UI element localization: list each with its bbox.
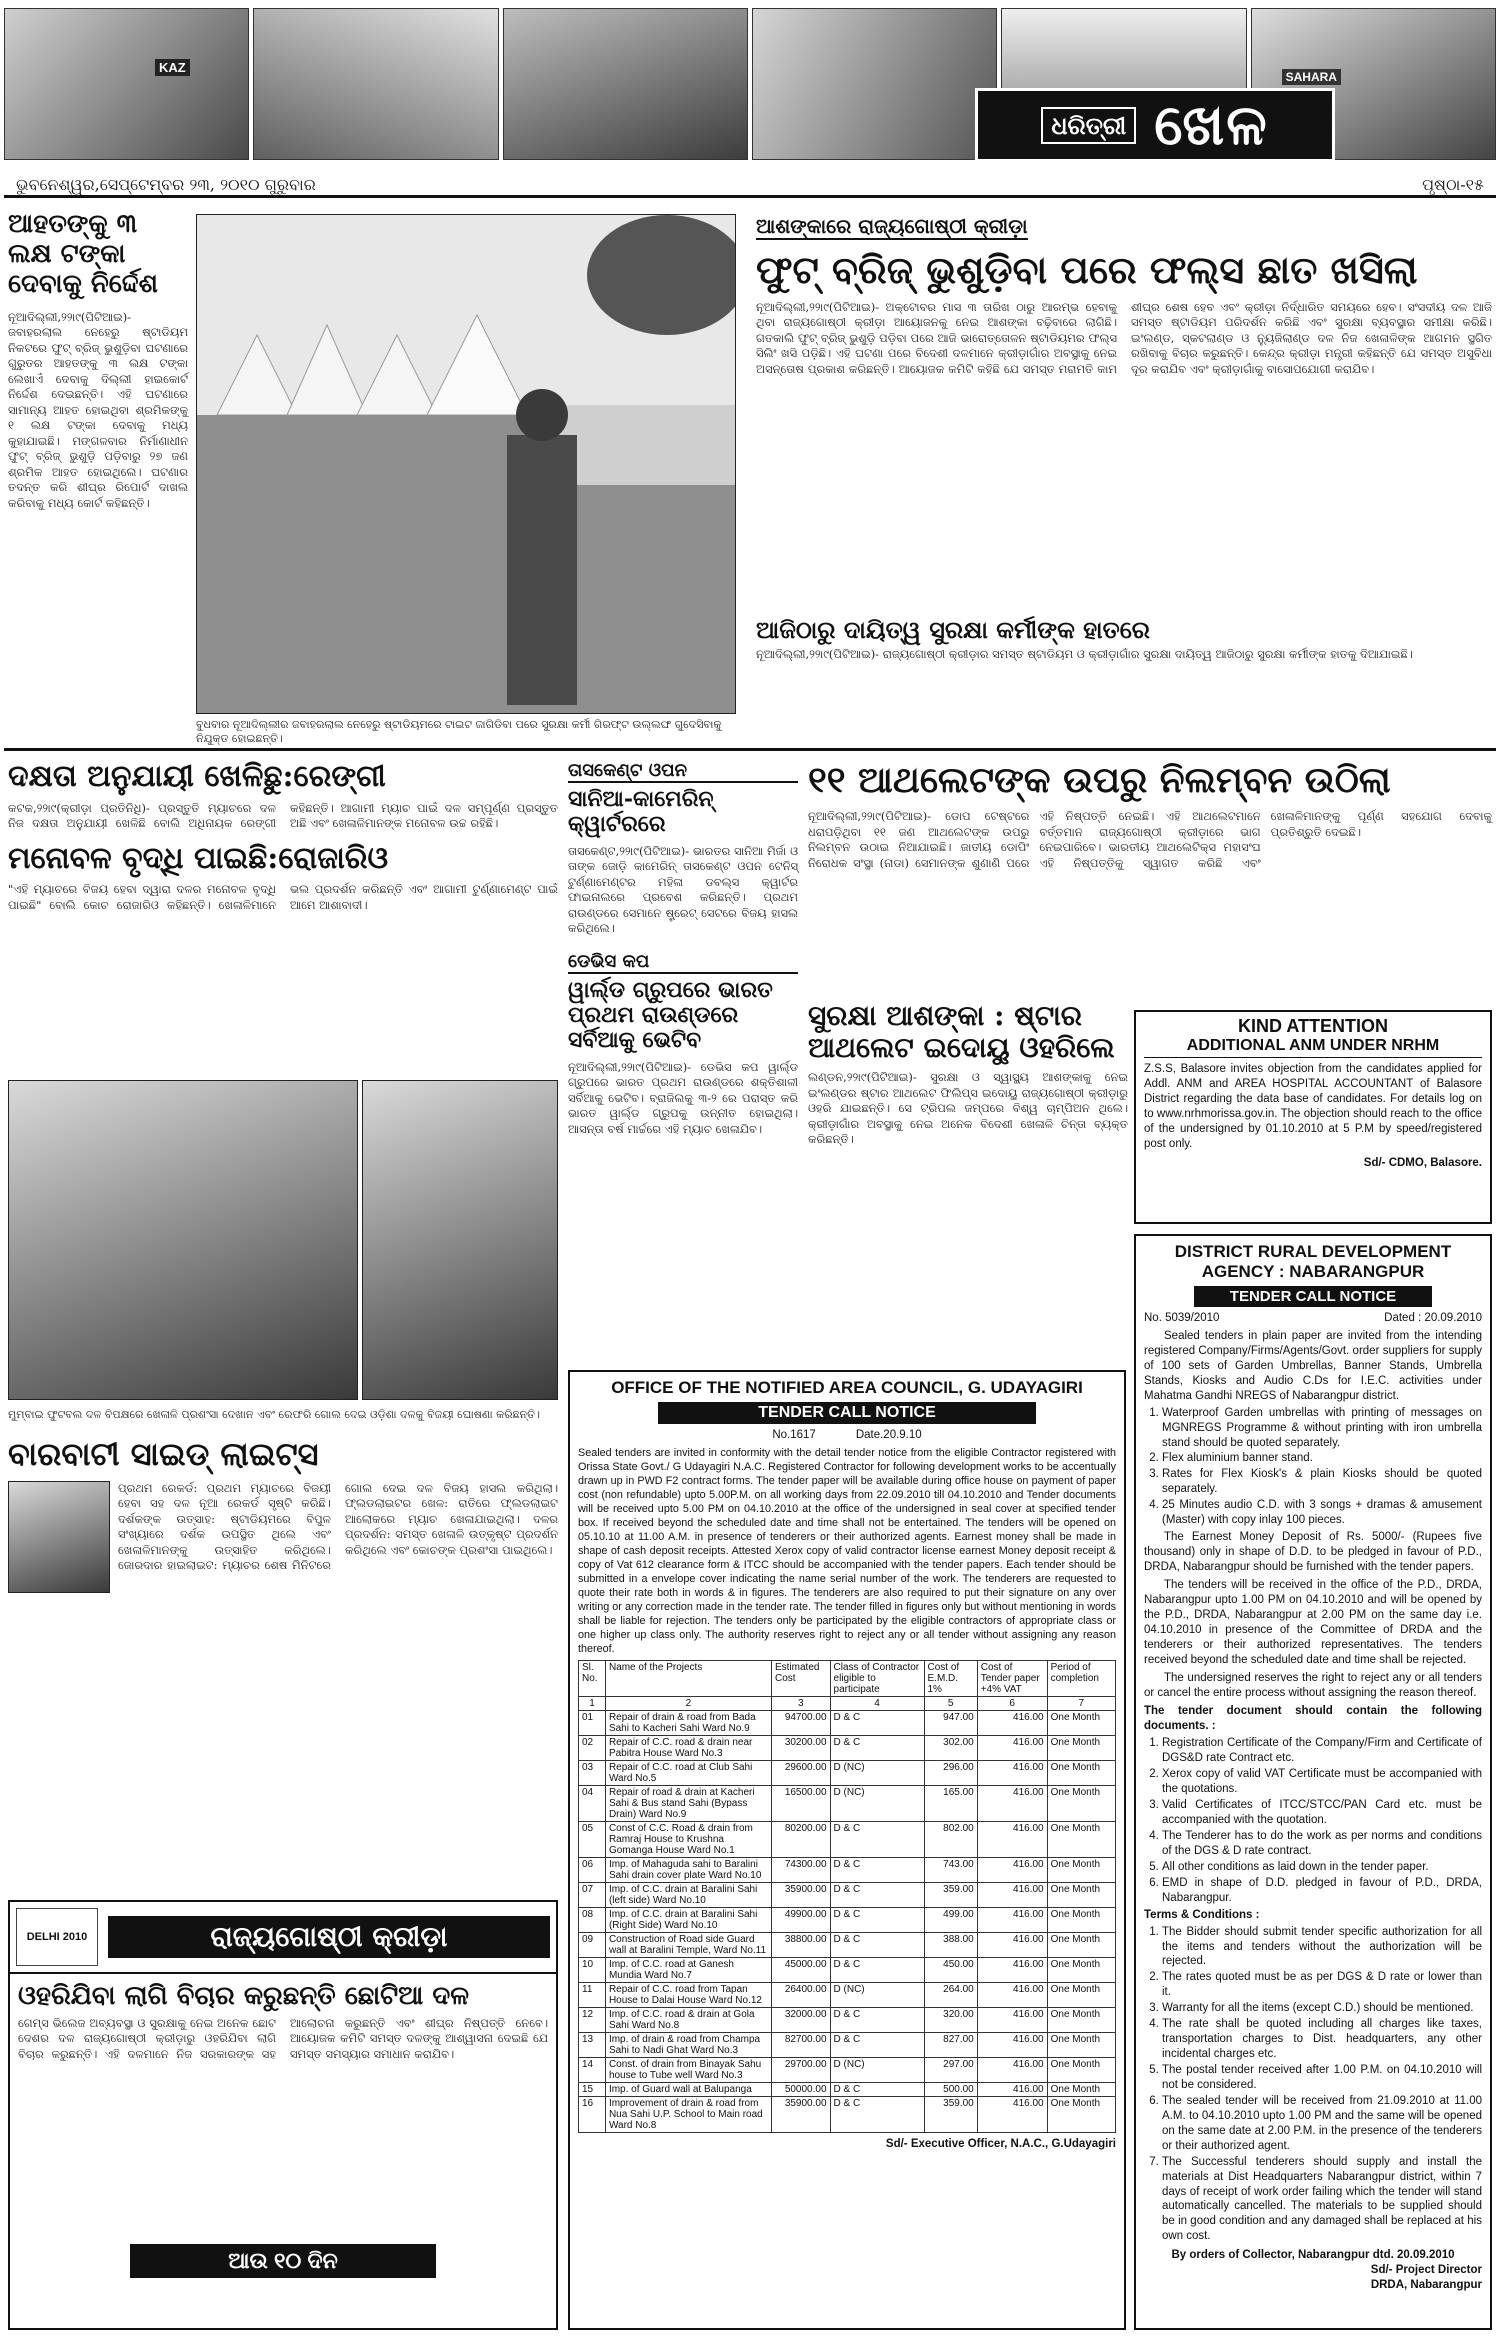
headline-davis: ୱାର୍ଲ୍ଡ ଗ୍ରୁପରେ ଭାରତ ପ୍ରଥମ ରାଉଣ୍ଡରେ ସର୍ବିଆକୁ ଭେଟିବ — [568, 976, 773, 1054]
paper-logo: ଧରିତ୍ରୀ — [1041, 107, 1136, 144]
table-cell: D & C — [830, 2033, 924, 2058]
headline-suspension: ୧୧ ଆଥଲେଟଙ୍କ ଉପରୁ ନିଲମ୍ବନ ଉଠିଲା — [808, 759, 1391, 801]
table-cell: 264.00 — [924, 1983, 977, 2008]
ad-nac-body: Sealed tenders are invited in conformity with the detail tender notice from the eligible Contractor registered with Orissa State Govt./ G Udayagiri N.A.C. Registered Contractor for following development works to be accentually drawn up in PWD F2 contract forms. The tender paper will be available during office house on payment of paper cost (non refundable) upto 5.00P.M. on all working days from 22.09.2010 till 04.10.2010 and Tender documents will be received upto 5.00 PM on 04.10.2010 at the office of the undersigned in seal cover at specified tender box. If received beyond the scheduled date and time shall not be entertained. The tenders will be opened on 05.10.10 at 11.00 A.M. in presence of tenderers or their authorized agents. Earnest money shall be made in shape of cash deposit receipts. Attested Xerox copy of valid contractor license earnest Money deposit receipt & copy of Vat 612 clearance form & ITCC should be accompanied with the tender papers. Each tender should be submitted in a envelope cover indicating the name serial number of the work. The tenderers are requested to quote their rate both in words & in figures. The tenderers are also required to put their signature on any over writing or any correction made in the tender rate. The tender filled in figures only but without mentioning in words shall be liable for rejection. The tenders only be participated by the eligible contractors of appropriate class or one higher up class only. The authority reserves right to reject any or all tender without assigning any reason thereof. — [578, 1446, 1116, 1656]
ad-nac-no: No.1617 — [772, 1429, 816, 1441]
table-row — [579, 1786, 1116, 1822]
table-cell: Repair of road & drain at Kacheri Sahi & Bus stand Sahi (Bypass Drain) Ward No.9 — [605, 1786, 771, 1822]
table-cell: One Month — [1047, 2058, 1115, 2083]
body-sania: ତାସକେଣ୍ଟ,୨୨ା୯(ପିଟିଆଇ)- ଭାରତର ସାନିଆ ମିର୍ଜା ଓ ତାଙ୍କ ଜୋଡ଼ି କାମେରିନ୍ ତାସକେଣ୍ଟ ଓପନ ଟେନିସ୍ ଟୁର୍ଣ୍ଣାମେଣ୍ଟର ମହିଳା ଡବଲ୍ସ କ୍ୱାର୍ଟର ଫାଇନାଲରେ ପ୍ରବେଶ କରିଛନ୍ତି। ପ୍ରଥମ ରାଉଣ୍ଡରେ ସେମାନେ ଷ୍ଟ୍ରେଟ୍ ସେଟରେ ବିଜୟ ହାସଲ କରିଥିଲେ। — [568, 843, 798, 936]
table-cell: D (NC) — [830, 1786, 924, 1822]
countdown-bar: ଆଉ ୧୦ ଦିନ — [130, 2244, 436, 2278]
table-cell: 947.00 — [924, 1711, 977, 1736]
caption-photo-top: ବୁଧବାର ନୂଆଦିଲ୍ଲୀର ଜବାହରଲାଲ ନେହେରୁ ଷ୍ଟାଡିୟମରେ ଟାଇଟ ଜାଗିଡିବା ପରେ ସୁରକ୍ଷା କର୍ମୀ ଗିରଫ୍ଟ ଉଲ୍ଲଙ୍ଘ ଗୁଦେସିବାକୁ ନିଯୁକ୍ତ ହୋଇଛନ୍ତି। — [196, 718, 722, 746]
strip-badge-sahara: SAHARA — [1282, 69, 1341, 85]
table-cell: 03 — [579, 1761, 606, 1786]
table-cell: One Month — [1047, 1822, 1115, 1858]
table-cell: 500.00 — [924, 2083, 977, 2097]
headline-bridge: ଫୁଟ୍ ବ୍ରିଜ୍ ଭୁଶୁଡ଼ିବା ପରେ ଫଲ୍ସ ଛାତ ଖସିଲା — [756, 247, 1418, 292]
ad-drda-term: 6. The sealed tender will be received from 21.09.2010 at 11.00 A.M. to 04.10.2010 upto 1.00 PM and the same will be opened on the same date at 2.00 P.M. in the presence of the tenderers or their authorized agent. — [1162, 2094, 1482, 2154]
tender-header-cell: Sl. No. — [579, 1661, 606, 1697]
table-cell: Imp. of drain & road from Champa Sahi to Nadi Ghat Ward No.3 — [605, 2033, 771, 2058]
subhead-bridge: ଆଜିଠାରୁ ଦାୟିତ୍ୱ ସୁରକ୍ଷା କର୍ମୀଙ୍କ ହାତରେ — [756, 614, 1150, 644]
table-cell: 416.00 — [977, 2083, 1047, 2097]
table-cell: 49900.00 — [771, 1908, 830, 1933]
table-cell: 08 — [579, 1908, 606, 1933]
ad-drda-sign2: DRDA, Nabarangpur — [1370, 2279, 1482, 2292]
table-cell: One Month — [1047, 1711, 1115, 1736]
strip-photo-cricket — [503, 8, 748, 160]
table-row — [579, 2008, 1116, 2033]
table-cell: D & C — [830, 1711, 924, 1736]
table-cell: 02 — [579, 1736, 606, 1761]
table-cell: 416.00 — [977, 1858, 1047, 1883]
table-cell: 05 — [579, 1822, 606, 1858]
ad-drda-term: 4. The rate shall be quoted including all charges like taxes, transportation charges to Dist. headquarters, any other incidental charges etc. — [1162, 2017, 1482, 2062]
table-cell: 320.00 — [924, 2008, 977, 2033]
table-cell: 13 — [579, 2033, 606, 2058]
subbody-bridge: ନୂଆଦିଲ୍ଲୀ,୨୨ା୯(ପିଟିଆଇ)- ରାଜ୍ୟଗୋଷ୍ଠୀ କ୍ରୀଡ଼ାର ସମସ୍ତ ଷ୍ଟାଡିୟମ ଓ କ୍ରୀଡ଼ାଗାଁର ସୁରକ୍ଷା ଦାୟିତ୍ୱ ଆଜିଠାରୁ ସୁରକ୍ଷା କର୍ମୀଙ୍କ ହାତକୁ ଦିଆଯାଇଛି। — [756, 647, 1413, 662]
kicker-davis: ଡେଭିସ କପ — [568, 951, 798, 974]
table-cell: 45000.00 — [771, 1958, 830, 1983]
story-bridge — [756, 214, 1492, 714]
ad-anm-sign: Sd/- CDMO, Balasore. — [1363, 1156, 1482, 1169]
table-cell: 165.00 — [924, 1786, 977, 1822]
ad-drda-term: 7. The Successful tenderers should supply and install the materials at Dist Headquarters Nabarangpur district, within 7 days of receipt of work order failing which the tender will stand automatically cancelled. The materials to be supplied should be in good condition and any damaged shall be replaced at his own cost. — [1162, 2155, 1482, 2245]
table-cell: 09 — [579, 1933, 606, 1958]
photo-injured-player — [8, 1080, 358, 1400]
table-cell: 743.00 — [924, 1858, 977, 1883]
table-cell: One Month — [1047, 2033, 1115, 2058]
table-cell: D & C — [830, 1883, 924, 1908]
table-row — [579, 2083, 1116, 2097]
table-cell: 297.00 — [924, 2058, 977, 2083]
ad-drda-terms — [1162, 1925, 1482, 2245]
tender-colnum-cell: 4 — [830, 1697, 924, 1711]
ad-drda-terms-head: Terms & Conditions : — [1144, 1908, 1260, 1921]
ad-drda-para3: The undersigned reserves the right to reject any or all tenders or cancel the entire process without assigning the reason thereof. — [1144, 1671, 1482, 1699]
tender-header-cell: Estimated Cost — [771, 1661, 830, 1697]
table-row — [579, 1761, 1116, 1786]
table-cell: D & C — [830, 1933, 924, 1958]
ad-drda-term: 3. Warranty for all the items (except C.D.) should be mentioned. — [1162, 2001, 1482, 2016]
table-row — [579, 1736, 1116, 1761]
section-logo — [975, 88, 1335, 162]
ad-drda-sign1: Sd/- Project Director — [1370, 2264, 1482, 2277]
tender-table-body — [579, 1711, 1116, 2133]
section-title: ଖେଳ — [1154, 91, 1269, 158]
table-cell: 82700.00 — [771, 2033, 830, 2058]
table-cell: 29600.00 — [771, 1761, 830, 1786]
headline-scotland: ସୁରକ୍ଷା ଆଶଙ୍କା : ଷ୍ଟାର ଆଥଲେଟ ଇଦୋୟୁ ଓହରିଲେ — [808, 999, 1115, 1065]
table-cell: Repair of C.C. road at Club Sahi Ward No.5 — [605, 1761, 771, 1786]
table-cell: 12 — [579, 2008, 606, 2033]
ad-nac-sign: Sd/- Executive Officer, N.A.C., G.Udayagiri — [885, 2138, 1116, 2151]
table-cell: Repair of C.C. road from Tapan House to Dalai House Ward No.12 — [605, 1983, 771, 2008]
table-row — [579, 1711, 1116, 1736]
table-cell: One Month — [1047, 1933, 1115, 1958]
strip-badge-kaz: KAZ — [155, 59, 190, 76]
table-cell: 302.00 — [924, 1736, 977, 1761]
table-cell: 80200.00 — [771, 1822, 830, 1858]
table-row — [579, 1958, 1116, 1983]
table-cell: D (NC) — [830, 1983, 924, 2008]
table-cell: One Month — [1047, 1761, 1115, 1786]
body-bridge: ନୂଆଦିଲ୍ଲୀ,୨୨ା୯(ପିଟିଆଇ)- ଅକ୍ଟୋବର ମାସ ୩ ତାରିଖ ଠାରୁ ଆରମ୍ଭ ହେବାକୁ ଥିବା ରାଜ୍ୟଗୋଷ୍ଠୀ କ୍ରୀଡ଼ା ଆୟୋଜନକୁ ନେଇ ଆଶଙ୍କା ବଢ଼ିବାରେ ଲାଗିଛି। ଗତକାଲି ଫୁଟ୍ ବ୍ରିଜ୍ ଭୁଶୁଡ଼ି ପଡ଼ିବା ପରେ ଆଜି ଭାରୋତ୍ତୋଳନ ଷ୍ଟାଡିୟମର ଫଲ୍ସ ସିଲିଂ ଖସି ପଡ଼ିଛି। ଏହି ଘଟଣା ପରେ ବିଦେଶୀ ଦଳମାନେ କ୍ରୀଡ଼ାଗାଁର ଅବସ୍ଥାକୁ ନେଇ ଅସନ୍ତୋଷ ପ୍ରକାଶ କରିଛନ୍ତି। ଆୟୋଜକ କମିଟି କହିଛି ଯେ ସମସ୍ତ ମରାମତି କାମ ଶୀଘ୍ର ଶେଷ ହେବ ଏବଂ କ୍ରୀଡ଼ା ନିର୍ଦ୍ଧାରିତ ସମୟରେ ହେବ। ସଂସଦୀୟ ଦଳ ଆଜି ସମସ୍ତ ଷ୍ଟାଡିୟମ ପରିଦର୍ଶନ କରିଛି ଏବଂ ସୁରକ୍ଷା ବ୍ୟବସ୍ଥାର ସମୀକ୍ଷା କରିଛି। ଇଂଲଣ୍ଡ, ସ୍କଟଲାଣ୍ଡ ଓ ନ୍ୟୁଜିଲାଣ୍ଡ ଦଳ ନିଜ ଖେଳାଳିଙ୍କ ଆଗମନ ସ୍ଥଗିତ ରଖିବାକୁ ବିଚାର କରୁଛନ୍ତି। କେନ୍ଦ୍ର କ୍ରୀଡ଼ା ମନ୍ତ୍ରୀ କହିଛନ୍ତି ଯେ ସମସ୍ତ ଅସୁବିଧା ଦୂର କରାଯିବ ଏବଂ କ୍ରୀଡ଼ାଗାଁକୁ ବାସୋପଯୋଗୀ କରାଯିବ। — [756, 299, 1492, 376]
table-cell: 15 — [579, 2083, 606, 2097]
strip-photo-equestrian — [752, 8, 997, 160]
table-row — [579, 1933, 1116, 1958]
strip-photo-wrestling — [4, 8, 249, 160]
kicker-sania: ତାସକେଣ୍ଟ ଓପନ — [568, 760, 798, 783]
table-cell: 388.00 — [924, 1933, 977, 1958]
table-cell: D & C — [830, 1858, 924, 1883]
table-row — [579, 1883, 1116, 1908]
table-cell: One Month — [1047, 1736, 1115, 1761]
tender-header-cell: Name of the Projects — [605, 1661, 771, 1697]
table-cell: 416.00 — [977, 1908, 1047, 1933]
ad-drda-term: 2. The rates quoted must be as per DGS & D rate or lower than it. — [1162, 1970, 1482, 2000]
table-cell: 26400.00 — [771, 1983, 830, 2008]
ad-nac-notice: TENDER CALL NOTICE — [658, 1402, 1036, 1424]
ad-drda-para1: The Earnest Money Deposit of Rs. 5000/- (Rupees five thousand) only in shape of D.D. to be pledged in favour of P.D., DRDA, Nabarangpur should be furnished with the tender papers. — [1144, 1531, 1482, 1573]
table-cell: 35900.00 — [771, 2097, 830, 2133]
cwg-box — [8, 1900, 558, 2330]
body-davis: ନୂଆଦିଲ୍ଲୀ,୨୨ା୯(ପିଟିଆଇ)- ଡେଭିସ କପ ୱାର୍ଲ୍ଡ ଗ୍ରୁପରେ ଭାରତ ପ୍ରଥମ ରାଉଣ୍ଡରେ ଶକ୍ତିଶାଳୀ ସର୍ବିଆକୁ ଭେଟିବ। ବ୍ରାଜିଲକୁ ୩-୨ ରେ ପରାସ୍ତ କରି ଭାରତ ୱାର୍ଲ୍ଡ ଗ୍ରୁପକୁ ଉନ୍ନୀତ ହୋଇଥିଲା। ଆସନ୍ତା ବର୍ଷ ମାର୍ଚ୍ଚରେ ଏହି ମ୍ୟାଚ ଖେଳାଯିବ। — [568, 1059, 798, 1136]
table-cell: One Month — [1047, 2083, 1115, 2097]
table-cell: 802.00 — [924, 1822, 977, 1858]
table-cell: 296.00 — [924, 1761, 977, 1786]
table-row — [579, 1858, 1116, 1883]
caption-photo-mid: ମୁମ୍ବାଇ ଫୁଟବଲ ଦଳ ବିପକ୍ଷରେ ଖେଳାଳି ପ୍ରଶଂସା ଦେଖାନ ଏବଂ ରେଫରି ଗୋଲ ଦେଇ ଓଡ଼ିଶା ଦଳକୁ ବିଜୟୀ ଘୋଷଣା କରିଛନ୍ତି। — [8, 1408, 540, 1421]
table-cell: 359.00 — [924, 2097, 977, 2133]
body-rengi: କଟକ,୨୨ା୯(କ୍ରୀଡ଼ା ପ୍ରତିନିଧି)- ପ୍ରସ୍ତୁତି ମ୍ୟାଚରେ ଦଳ ନିଜ ଦକ୍ଷତା ଅନୁଯାୟୀ ଖେଳିଛି ବୋଲି ଅଧିନାୟକ ରେଙ୍ଗୀ କହିଛନ୍ତି। ଆଗାମୀ ମ୍ୟାଚ ପାଇଁ ଦଳ ସମ୍ପୂର୍ଣ୍ଣ ପ୍ରସ୍ତୁତ ଅଛି ଏବଂ ଖେଳାଳିମାନଙ୍କ ମନୋବଳ ଉଚ୍ଚ ରହିଛି। — [8, 800, 558, 831]
table-cell: 74300.00 — [771, 1858, 830, 1883]
table-cell: 416.00 — [977, 1933, 1047, 1958]
tender-colnum-cell: 7 — [1047, 1697, 1115, 1711]
table-cell: One Month — [1047, 1908, 1115, 1933]
ad-drda-items — [1162, 1406, 1482, 1529]
table-cell: Const. of drain from Binayak Sahu house to Tube well Ward No.3 — [605, 2058, 771, 2083]
table-cell: D & C — [830, 2008, 924, 2033]
body-rojario: "ଏହି ମ୍ୟାଚରେ ବିଜୟ ହେବା ଦ୍ୱାରା ଦଳର ମନୋବଳ ବୃଦ୍ଧି ପାଇଛି" ବୋଲି କୋଚ ରୋଜାରିଓ କହିଛନ୍ତି। ଖେଳାଳିମାନେ ଭଲ ପ୍ରଦର୍ଶନ କରିଛନ୍ତି ଏବଂ ଆଗାମୀ ଟୁର୍ଣ୍ଣାମେଣ୍ଟ ପାଇଁ ଆମେ ଆଶାବାଦୀ। — [8, 882, 558, 912]
table-cell: 10 — [579, 1958, 606, 1983]
table-cell: 14 — [579, 2058, 606, 2083]
table-cell: 416.00 — [977, 1883, 1047, 1908]
table-cell: D & C — [830, 2083, 924, 2097]
ad-drda-item: 2. Flex aluminium banner stand. — [1162, 1451, 1482, 1466]
photo-security-illustration — [197, 215, 736, 714]
table-cell: D & C — [830, 1736, 924, 1761]
body-suspension: ନୂଆଦିଲ୍ଲୀ,୨୨ା୯(ପିଟିଆଇ)- ଡୋପ ଟେଷ୍ଟରେ ଧରାପଡ଼ିଥିବା ୧୧ ଜଣ ଆଥଲେଟଙ୍କ ଉପରୁ ନିଲମ୍ବନ ଉଠାଇ ନିଆଯାଇଛି। ଜାତୀୟ ଡୋପିଂ ନିରୋଧକ ସଂସ୍ଥା (ନାଡା) ସେମାନଙ୍କ ଶୁଣାଣି ପରେ ଏହି ନିଷ୍ପତ୍ତି ନେଇଛି। ଏହି ଆଥଲେଟମାନେ ବର୍ତ୍ତମାନ ରାଜ୍ୟଗୋଷ୍ଠୀ କ୍ରୀଡ଼ାରେ ଭାଗ ନେଇପାରିବେ। ଭାରତୀୟ ଆଥଲେଟିକ୍ସ ମହାସଂଘ ଏହି ନିଷ୍ପତ୍ତିକୁ ସ୍ୱାଗତ କରିଛି ଏବଂ ଖେଳାଳିମାନଙ୍କୁ ପୂର୍ଣ୍ଣ ସହଯୋଗ ଦେବାକୁ ପ୍ରତିଶ୍ରୁତି ଦେଇଛି। — [808, 809, 1492, 870]
story-injured — [8, 210, 188, 730]
table-cell: 416.00 — [977, 2058, 1047, 2083]
table-cell: Imp. of Mahaguda sahi to Baralini Sahi drain cover plate Ward No.10 — [605, 1858, 771, 1883]
tender-colnum-cell: 2 — [605, 1697, 771, 1711]
tender-colnum-cell: 6 — [977, 1697, 1047, 1711]
table-cell: 416.00 — [977, 2033, 1047, 2058]
table-cell: Imp. of Guard wall at Balupanga — [605, 2083, 771, 2097]
table-cell: Const of C.C. Road & drain from Ramraj House to Krushna Gomanga House Ward No.1 — [605, 1822, 771, 1858]
tender-colnum-cell: 1 — [579, 1697, 606, 1711]
table-cell: Imp. of C.C. drain at Baralini Sahi (left side) Ward No.10 — [605, 1883, 771, 1908]
table-cell: 827.00 — [924, 2033, 977, 2058]
ad-drda-no: No. 5039/2010 — [1144, 1312, 1220, 1324]
table-cell: 416.00 — [977, 1786, 1047, 1822]
table-cell: One Month — [1047, 1958, 1115, 1983]
body-scotland: ଲଣ୍ଡନ,୨୨ା୯(ପିଟିଆଇ)- ସୁରକ୍ଷା ଓ ସ୍ୱାସ୍ଥ୍ୟ ଆଶଙ୍କାକୁ ନେଇ ଇଂଲଣ୍ଡର ଷ୍ଟାର ଆଥଲେଟ ଫିଲିପ୍ସ ଇଦୋୟୁ ରାଜ୍ୟଗୋଷ୍ଠୀ କ୍ରୀଡ଼ାରୁ ଓହରି ଯାଇଛନ୍ତି। ସେ ଟ୍ରିପଲ ଜମ୍ପରେ ବିଶ୍ୱ ଚାମ୍ପିଅନ ଥିଲେ। କ୍ରୀଡ଼ାଗାଁର ଅବସ୍ଥାକୁ ନେଇ ଅନେକ ବିଦେଶୀ ଖେଳାଳି ଚିନ୍ତା ବ୍ୟକ୍ତ କରିଛନ୍ତି। — [808, 1070, 1128, 1147]
tender-header-cell: Cost of Tender paper +4% VAT — [977, 1661, 1047, 1697]
table-cell: 16 — [579, 2097, 606, 2133]
section-divider — [4, 748, 1496, 751]
table-row — [579, 1822, 1116, 1858]
table-cell: 50000.00 — [771, 2083, 830, 2097]
table-row — [579, 1908, 1116, 1933]
ad-drda-doc: 5. All other conditions as laid down in the tender paper. — [1162, 1860, 1482, 1875]
headline-rojario: ମନୋବଳ ବୃଦ୍ଧି ପାଇଛି:ରୋଜାରିଓ — [8, 840, 389, 876]
table-cell: One Month — [1047, 1858, 1115, 1883]
headline-rengi: ଦକ୍ଷତା ଅନୁଯାୟୀ ଖେଳିଛୁ:ରେଙ୍ଗୀ — [8, 759, 386, 794]
ad-drda-docs — [1162, 1736, 1482, 1905]
ad-drda-term: 1. The Bidder should submit tender specific authorization for all the items and tenders without the authorization will be rejected. — [1162, 1925, 1482, 1970]
body-barabati: ପ୍ରଥମ ରେକର୍ଡ: ପ୍ରଥମ ମ୍ୟାଚରେ ବିଜୟୀ ହେବା ସହ ଦଳ ନୂଆ ରେକର୍ଡ ସୃଷ୍ଟି କରିଛି। ଦର୍ଶକଙ୍କ ଉତ୍ସାହ: ଷ୍ଟାଡିୟମରେ ବିପୁଳ ସଂଖ୍ୟାରେ ଦର୍ଶକ ଉପସ୍ଥିତ ଥିଲେ ଏବଂ ଖେଳାଳିମାନଙ୍କୁ ଉତ୍ସାହିତ କରିଥିଲେ। ଜୋରଦାର ହାଇଲାଇଟ: ମ୍ୟାଚର ଶେଷ ମିନିଟରେ ଗୋଲ ଦେଇ ଦଳ ବିଜୟ ହାସଲ କରିଥିଲା। ଫ୍ଲଡଲାଇଟର ଖେଳ: ରାତିରେ ଫ୍ଲଡଲାଇଟ ଆଲୋକରେ ମ୍ୟାଚ ଖେଳାଯାଇଥିଲା। ଦଳର ପ୍ରଦର୍ଶନ: ସମସ୍ତ ଖେଳାଳି ଉତ୍କୃଷ୍ଟ ପ୍ରଦର୍ଶନ କରିଥିଲେ ଏବଂ କୋଚଙ୍କ ପ୍ରଶଂସା ପାଇଥିଲେ। — [118, 1480, 558, 1573]
dateline: ଭୁବନେଶ୍ୱର,ସେପ୍ଟେମ୍ବର ୨୩, ୨୦୧୦ ଗୁରୁବାର — [16, 174, 316, 194]
ad-drda — [1134, 1234, 1492, 2330]
ad-drda-para2: The tenders will be received in the office of the P.D., DRDA, Nabarangpur upto 1.00 PM on 04.10.2010 and will be opened by the P.D., DRDA, Nabarangpur at 2.00 PM on the same day i.e. 04.10.2010 in presence of the Committee of DRDA and the tenderers or their authorized representatives. The tenders received beyond the scheduled date and time shall be rejected. — [1144, 1578, 1482, 1666]
ad-nac-title: OFFICE OF THE NOTIFIED AREA COUNCIL, G. UDAYAGIRI — [611, 1378, 1083, 1397]
ad-drda-intro: Sealed tenders in plain paper are invited from the intending registered Company/Firms/Agents/Govt. order suppliers for supply of 100 sets of Garden Umbrellas, Banner Stands, Umbrella Stands, Kiosks and Audio C.Ds for I.E.C. activities under Mahatma Gandhi NREGS of Nabarangpur district. — [1144, 1329, 1482, 1402]
ad-drda-term: 5. The postal tender received after 1.00 P.M. on 04.10.2010 will not be considered. — [1162, 2063, 1482, 2093]
tender-colnum-cell: 3 — [771, 1697, 830, 1711]
headline-sania: ସାନିଆ-କାମେରିନ୍ କ୍ୱାର୍ଟରରେ — [568, 786, 714, 838]
cwg-banner: ରାଜ୍ୟଗୋଷ୍ଠୀ କ୍ରୀଡ଼ା — [108, 1916, 550, 1958]
table-cell: 06 — [579, 1858, 606, 1883]
ad-drda-item: 3. Rates for Flex Kiosk's & plain Kiosks should be quoted separately. — [1162, 1467, 1482, 1497]
table-cell: Imp. of C.C. drain at Baralini Sahi (Right Side) Ward No.10 — [605, 1908, 771, 1933]
table-row — [579, 2058, 1116, 2083]
table-cell: Repair of drain & road from Bada Sahi to Kacheri Sahi Ward No.9 — [605, 1711, 771, 1736]
story-barabati — [8, 1436, 558, 1886]
ad-drda-item: 4. 25 Minutes audio C.D. with 3 songs + dramas & amusement (Master) with copy inlay 100 pieces. — [1162, 1498, 1482, 1528]
headline-injured: ଆହତଙ୍କୁ ୩ ଲକ୍ଷ ଟଙ୍କା ଦେବାକୁ ନିର୍ଦ୍ଦେଶ — [8, 209, 158, 299]
delhi-2010-logo: DELHI 2010 — [16, 1908, 98, 1966]
table-cell: 38800.00 — [771, 1933, 830, 1958]
ad-anm-subtitle: ADDITIONAL ANM UNDER NRHM — [1144, 1037, 1482, 1058]
table-cell: 29700.00 — [771, 2058, 830, 2083]
ad-drda-title: DISTRICT RURAL DEVELOPMENT AGENCY : NABARANGPUR — [1174, 1242, 1452, 1281]
ad-nac — [568, 1370, 1126, 2330]
ad-drda-doc: 2. Xerox copy of valid VAT Certificate must be accompanied with the quotations. — [1162, 1767, 1482, 1797]
ad-nac-date: Date.20.9.10 — [855, 1429, 922, 1441]
ad-anm — [1134, 1010, 1492, 1224]
table-cell: 416.00 — [977, 1761, 1047, 1786]
table-row — [579, 2033, 1116, 2058]
ad-drda-docs-head: The tender document should contain the following documents. : — [1144, 1705, 1482, 1733]
tender-table — [578, 1660, 1116, 2133]
table-cell: 416.00 — [977, 1711, 1047, 1736]
ad-drda-doc: 4. The Tenderer has to do the work as per norms and conditions of the DGS & D rate contract. — [1162, 1829, 1482, 1859]
ad-drda-doc: 3. Valid Certificates of ITCC/STCC/PAN Card etc. must be accompanied with the quotation. — [1162, 1798, 1482, 1828]
table-cell: 11 — [579, 1983, 606, 2008]
tender-header-cell: Period of completion — [1047, 1661, 1115, 1697]
tender-colnum-row — [579, 1697, 1116, 1711]
table-cell: One Month — [1047, 1983, 1115, 2008]
table-cell: 30200.00 — [771, 1736, 830, 1761]
page-number: ପୃଷ୍ଠା-୧୫ — [1422, 174, 1484, 194]
table-cell: Repair of C.C. road & drain near Pabitra House Ward No.3 — [605, 1736, 771, 1761]
table-cell: 416.00 — [977, 1958, 1047, 1983]
ad-drda-doc: 1. Registration Certificate of the Company/Firm and Certificate of DGS&D rate Contract etc. — [1162, 1736, 1482, 1766]
table-cell: D (NC) — [830, 1761, 924, 1786]
photo-security-stadium — [196, 214, 736, 714]
tender-colnum-cell: 5 — [924, 1697, 977, 1711]
ad-drda-order: By orders of Collector, Nabarangpur dtd. 20.09.2010 — [1171, 2249, 1455, 2262]
table-cell: D & C — [830, 2097, 924, 2133]
headline-barabati: ବାରବାଟୀ ସାଇଡ୍ ଲାଇଟ୍ସ — [8, 1435, 319, 1473]
photo-player-portrait — [8, 1481, 110, 1593]
table-cell: 416.00 — [977, 1822, 1047, 1858]
table-cell: 01 — [579, 1711, 606, 1736]
table-cell: 35900.00 — [771, 1883, 830, 1908]
photo-referee — [362, 1080, 558, 1400]
table-cell: 416.00 — [977, 1736, 1047, 1761]
body-cwg: ଗେମ୍ସ ଭିଲେଜ ଅବ୍ୟବସ୍ଥା ଓ ସୁରକ୍ଷାକୁ ନେଇ ଅନେକ ଛୋଟ ଦେଶର ଦଳ ରାଜ୍ୟଗୋଷ୍ଠୀ କ୍ରୀଡ଼ାରୁ ଓହରିଯିବା ଲାଗି ବିଚାର କରୁଛନ୍ତି। ଏହି ଦଳମାନେ ନିଜ ସରକାରଙ୍କ ସହ ଆଲୋଚନା କରୁଛନ୍ତି ଏବଂ ଶୀଘ୍ର ନିଷ୍ପତ୍ତି ନେବେ। ଆୟୋଜକ କମିଟି ସମସ୍ତ ଦଳଙ୍କୁ ଆଶ୍ୱାସନା ଦେଇଛି ଯେ ସମସ୍ତ ସମସ୍ୟାର ସମାଧାନ କରାଯିବ। — [18, 2015, 548, 2061]
table-cell: One Month — [1047, 1786, 1115, 1822]
table-cell: One Month — [1047, 1883, 1115, 1908]
ad-anm-title: KIND ATTENTION — [1238, 1016, 1388, 1036]
table-cell: D & C — [830, 1958, 924, 1983]
table-cell: Improvement of drain & road from Nua Sahi U.P. School to Main road Ward No.8 — [605, 2097, 771, 2133]
ad-drda-notice: TENDER CALL NOTICE — [1194, 1286, 1432, 1307]
ad-drda-date: Dated : 20.09.2010 — [1384, 1312, 1482, 1324]
story-sania — [568, 760, 798, 1360]
story-rengi — [8, 760, 558, 960]
table-row — [579, 1983, 1116, 2008]
tender-header-cell: Cost of E.M.D. 1% — [924, 1661, 977, 1697]
table-cell: 16500.00 — [771, 1786, 830, 1822]
headline-cwg: ଓହରିଯିବା ଲାଗି ବିଚାର କରୁଛନ୍ତି ଛୋଟିଆ ଦଳ — [18, 1981, 470, 2011]
table-cell: One Month — [1047, 2008, 1115, 2033]
story-scotland — [808, 1000, 1128, 1360]
table-row — [579, 2097, 1116, 2133]
table-cell: 416.00 — [977, 2008, 1047, 2033]
tender-header-row — [579, 1661, 1116, 1697]
table-cell: D (NC) — [830, 2058, 924, 2083]
strip-photo-tennis — [253, 8, 498, 160]
table-cell: 450.00 — [924, 1958, 977, 1983]
ad-drda-item: 1. Waterproof Garden umbrellas with printing of messages on MGNREGS Programme & without printing with iron umbrella stand should be quoted separately. — [1162, 1406, 1482, 1451]
table-cell: 32000.00 — [771, 2008, 830, 2033]
tender-header-cell: Class of Contractor eligible to participate — [830, 1661, 924, 1697]
masthead — [0, 0, 1500, 172]
table-cell: Construction of Road side Guard wall at Baralini Temple, Ward No.11 — [605, 1933, 771, 1958]
table-cell: Imp. of C.C. road & drain at Gola Sahi Ward No.8 — [605, 2008, 771, 2033]
table-cell: 499.00 — [924, 1908, 977, 1933]
table-cell: 416.00 — [977, 1983, 1047, 2008]
table-cell: 04 — [579, 1786, 606, 1822]
table-cell: One Month — [1047, 2097, 1115, 2133]
ad-anm-body: Z.S.S, Balasore invites objection from the candidates applied for Addl. ANM and AREA HOSPITAL ACCOUNTANT of Balasore District regarding the data base of candidates. For details log on to www.nrhmorissa.gov.in. The objection should reach to the office of the undersigned by 01.10.2010 at 5 P.M by speed/registered post only. — [1144, 1063, 1482, 1150]
ad-drda-doc: 6. EMD in shape of D.D. pledged in favour of P.D., DRDA, Nabarangpur. — [1162, 1876, 1482, 1906]
body-injured: ନୂଆଦିଲ୍ଲୀ,୨୨ା୯(ପିଟିଆଇ)- ଜବାହରଲାଲ ନେହେରୁ ଷ୍ଟାଡିୟମ ନିକଟରେ ଫୁଟ୍ ବ୍ରିଜ୍ ଭୁଶୁଡ଼ିବା ଘଟଣାରେ ଗୁରୁତର ଆହତଙ୍କୁ ୩ ଲକ୍ଷ ଟଙ୍କା ଲେଖାଏଁ ଦେବାକୁ ଦିଲ୍ଲୀ ହାଇକୋର୍ଟ ନିର୍ଦ୍ଦେଶ ଦେଇଛନ୍ତି। ଏହି ଘଟଣାରେ ସାମାନ୍ୟ ଆହତ ହୋଇଥିବା ଶ୍ରମିକଙ୍କୁ ୧ ଲକ୍ଷ ଟଙ୍କା ଦେବାକୁ ମଧ୍ୟ କୁହାଯାଇଛି। ମଙ୍ଗଳବାର ନିର୍ମାଣାଧୀନ ଫୁଟ୍ ବ୍ରିଜ୍ ଭୁଶୁଡ଼ି ପଡ଼ିବାରୁ ୨୭ ଜଣ ଶ୍ରମିକ ଆହତ ହୋଇଥିଲେ। ଘଟଣାର ତଦନ୍ତ କରି ଶୀଘ୍ର ରିପୋର୍ଟ ଦାଖଲ କରିବାକୁ ମଧ୍ୟ କୋର୍ଟ କହିଛନ୍ତି। — [8, 309, 188, 510]
dateline-bar — [4, 174, 1496, 198]
table-cell: Imp. of C.C. road at Ganesh Mundia Ward No.7 — [605, 1958, 771, 1983]
table-cell: D & C — [830, 1822, 924, 1858]
table-cell: 94700.00 — [771, 1711, 830, 1736]
table-cell: 359.00 — [924, 1883, 977, 1908]
table-cell: 416.00 — [977, 2097, 1047, 2133]
story-suspension — [808, 760, 1492, 1000]
kicker-bridge: ଆଶଙ୍କାରେ ରାଜ୍ୟଗୋଷ୍ଠୀ କ୍ରୀଡ଼ା — [756, 214, 1028, 238]
table-cell: D & C — [830, 1908, 924, 1933]
table-cell: 07 — [579, 1883, 606, 1908]
